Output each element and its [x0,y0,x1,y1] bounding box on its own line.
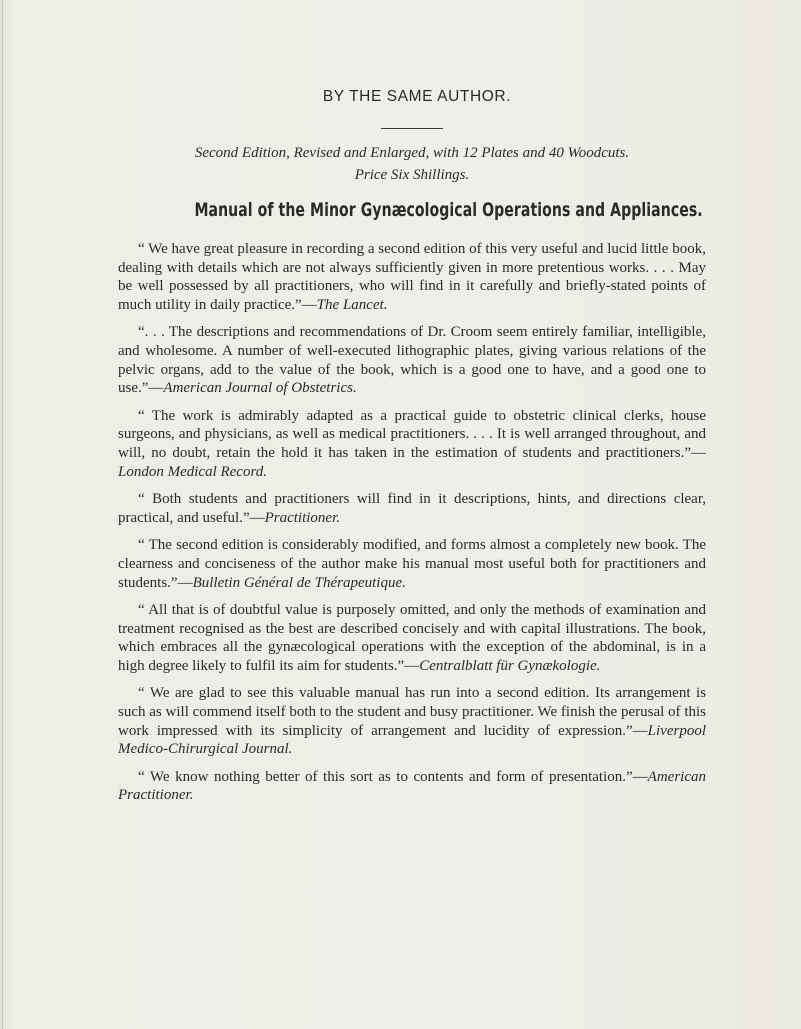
page-edge-line [2,0,3,1029]
review-quote: “ We have great pleasure in recording a second edition of this very useful and lucid little book, dealing with details which are not always sufficiently given in more pretentious works. . . . May be well possessed by all practitioners, who will find in it carefully and briefly-stated points of much utility in daily practice.”— [118,241,706,313]
review [118,240,706,314]
review-quote: “ Both students and practitioners will find in it descriptions, hints, and directions clear, practical, and useful.”— [118,491,706,526]
review-quote: “ The second edition is considerably modified, and forms almost a completely new book. The clearness and conciseness of the author make his manual most useful both for practitioners and students.”— [118,537,706,591]
edition-line: Second Edition, Revised and Enlarged, with 12 Plates and 40 Woodcuts. [194,145,630,161]
reviews-list [118,240,706,805]
page-header: BY THE SAME AUTHOR. [322,88,512,105]
review [118,490,706,527]
review-source: American Journal of Obstetrics. [163,380,357,397]
review [118,536,706,592]
review [118,684,706,758]
review [118,768,706,805]
book-title: Manual of the Minor Gynæcological Operations and Appliances. [194,199,703,221]
review [118,601,706,675]
price-line: Price Six Shillings. [354,167,470,183]
review-quote: “. . . The descriptions and recommendations of Dr. Croom seem entirely familiar, intelligible, and wholesome. A number of well-executed lithographic plates, giving various relations of the pelvic organs, add to the value of the book, which is a good one to have, and a good one to use.”— [118,324,706,397]
page-content [118,88,706,814]
review-quote: “ We know nothing better of this sort as to contents and form of presentation.”— [138,768,648,785]
review-source: Bulletin Général de Thérapeutique. [192,574,406,591]
review [118,323,706,397]
header-divider [381,128,443,129]
review-source: The Lancet. [316,296,388,313]
review-source: Centralblatt für Gynækologie. [419,657,601,674]
review-source: American Practitioner. [118,768,706,804]
review-source: London Medical Record. [118,463,267,480]
review-source: Practitioner. [264,509,341,526]
review-quote: “ The work is admirably adapted as a practical guide to obstetric clinical clerks, house surgeons, and physicians, as well as medical practitioners. . . . It is well arranged throughout, and will, no doubt, retain the hold it has taken in the estimation of students and practitioners.”— [118,407,706,461]
review [118,407,706,481]
review-source: Liverpool Medico-Chirurgical Journal. [118,722,706,758]
review-quote: “ All that is of doubtful value is purposely omitted, and only the methods of examination and treatment recognised as the best are described concisely and with capital illustrations. The book, which embraces all the gynæcological operations with the exception of the abdominal, is in a high degree likely to fulfil its aim for students.”— [118,602,706,674]
review-quote: “ We are glad to see this valuable manual has run into a second edition. Its arrangement is such as will commend itself both to the student and busy practitioner. We finish the perusal of this work impressed with its simplicity of arrangement and lucidity of expression.”— [118,685,706,739]
